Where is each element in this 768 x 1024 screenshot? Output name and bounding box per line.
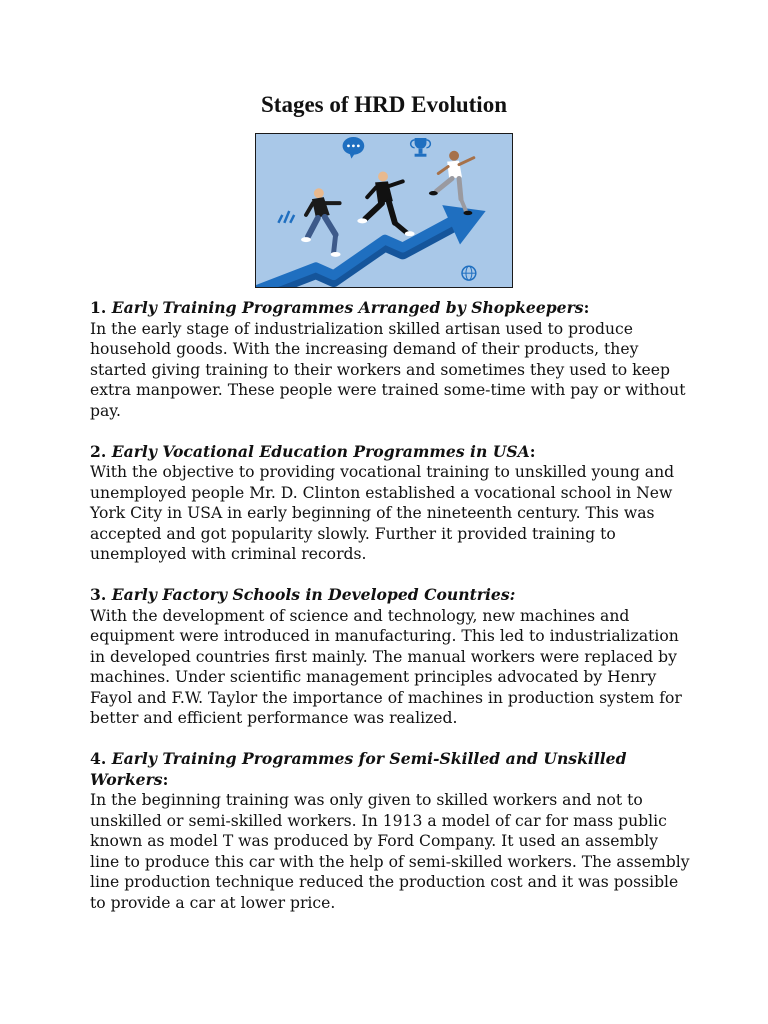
section-3 [90, 585, 690, 729]
section-number: 3. [90, 585, 107, 604]
section-heading-text: Early Training Programmes for Semi-Skilled and Unskilled Workers [90, 749, 627, 789]
section-1 [90, 298, 690, 421]
section-heading-text: Early Factory Schools in Developed Countries: [111, 585, 516, 604]
section-heading-text: Early Training Programmes Arranged by Shopkeepers [111, 298, 584, 317]
document-body [90, 298, 690, 934]
section-number: 2. [90, 441, 107, 461]
section-heading [90, 585, 690, 606]
section-2 [90, 442, 690, 565]
section-paragraph: In the early stage of industrialization skilled artisan used to produce household goods. With the increasing demand of their products, they started giving training to their workers and sometimes they used to keep extra manpower. These people were trained some-time with pay or without pay. [90, 319, 686, 420]
section-heading-text: Early Vocational Education Programmes in USA [111, 441, 530, 461]
section-paragraph: With the development of science and technology, new machines and equipment were introduced in manufacturing. This led to industrialization in developed countries first mainly. The manual workers were replaced by machines. Under scientific management principles advocated by Henry Fayol and F.W. Taylor the importance of machines in production system for better and efficient performance was realized. [90, 606, 682, 727]
section-number: 1. [90, 298, 107, 317]
illustration-graphic [256, 134, 512, 287]
section-4 [90, 749, 690, 913]
section-paragraph: In the beginning training was only given to skilled workers and not to unskilled or semi-skilled workers. In 1913 a model of car for mass public known as model T was produced by Ford Company. It used an assembly line to produce this car with the help of semi-skilled workers. The assembly line production technique reduced the production cost and it was possible to provide a car at lower price. [90, 791, 690, 912]
section-heading-suffix: : [162, 769, 169, 789]
illustration-running-people [255, 133, 513, 288]
section-heading-suffix: : [529, 441, 536, 461]
section-paragraph: With the objective to providing vocational training to unskilled young and unemployed people Mr. D. Clinton established a vocational school in New York City in USA in early beginning of the nineteenth century. This was accepted and got popularity slowly. Further it provided training to unemployed with criminal records. [90, 463, 675, 563]
page-title: Stages of HRD Evolution [261, 92, 507, 117]
section-heading [90, 749, 690, 790]
section-number: 4. [90, 749, 107, 768]
section-heading [90, 442, 690, 463]
section-heading-suffix: : [583, 298, 590, 317]
section-heading [90, 298, 690, 319]
